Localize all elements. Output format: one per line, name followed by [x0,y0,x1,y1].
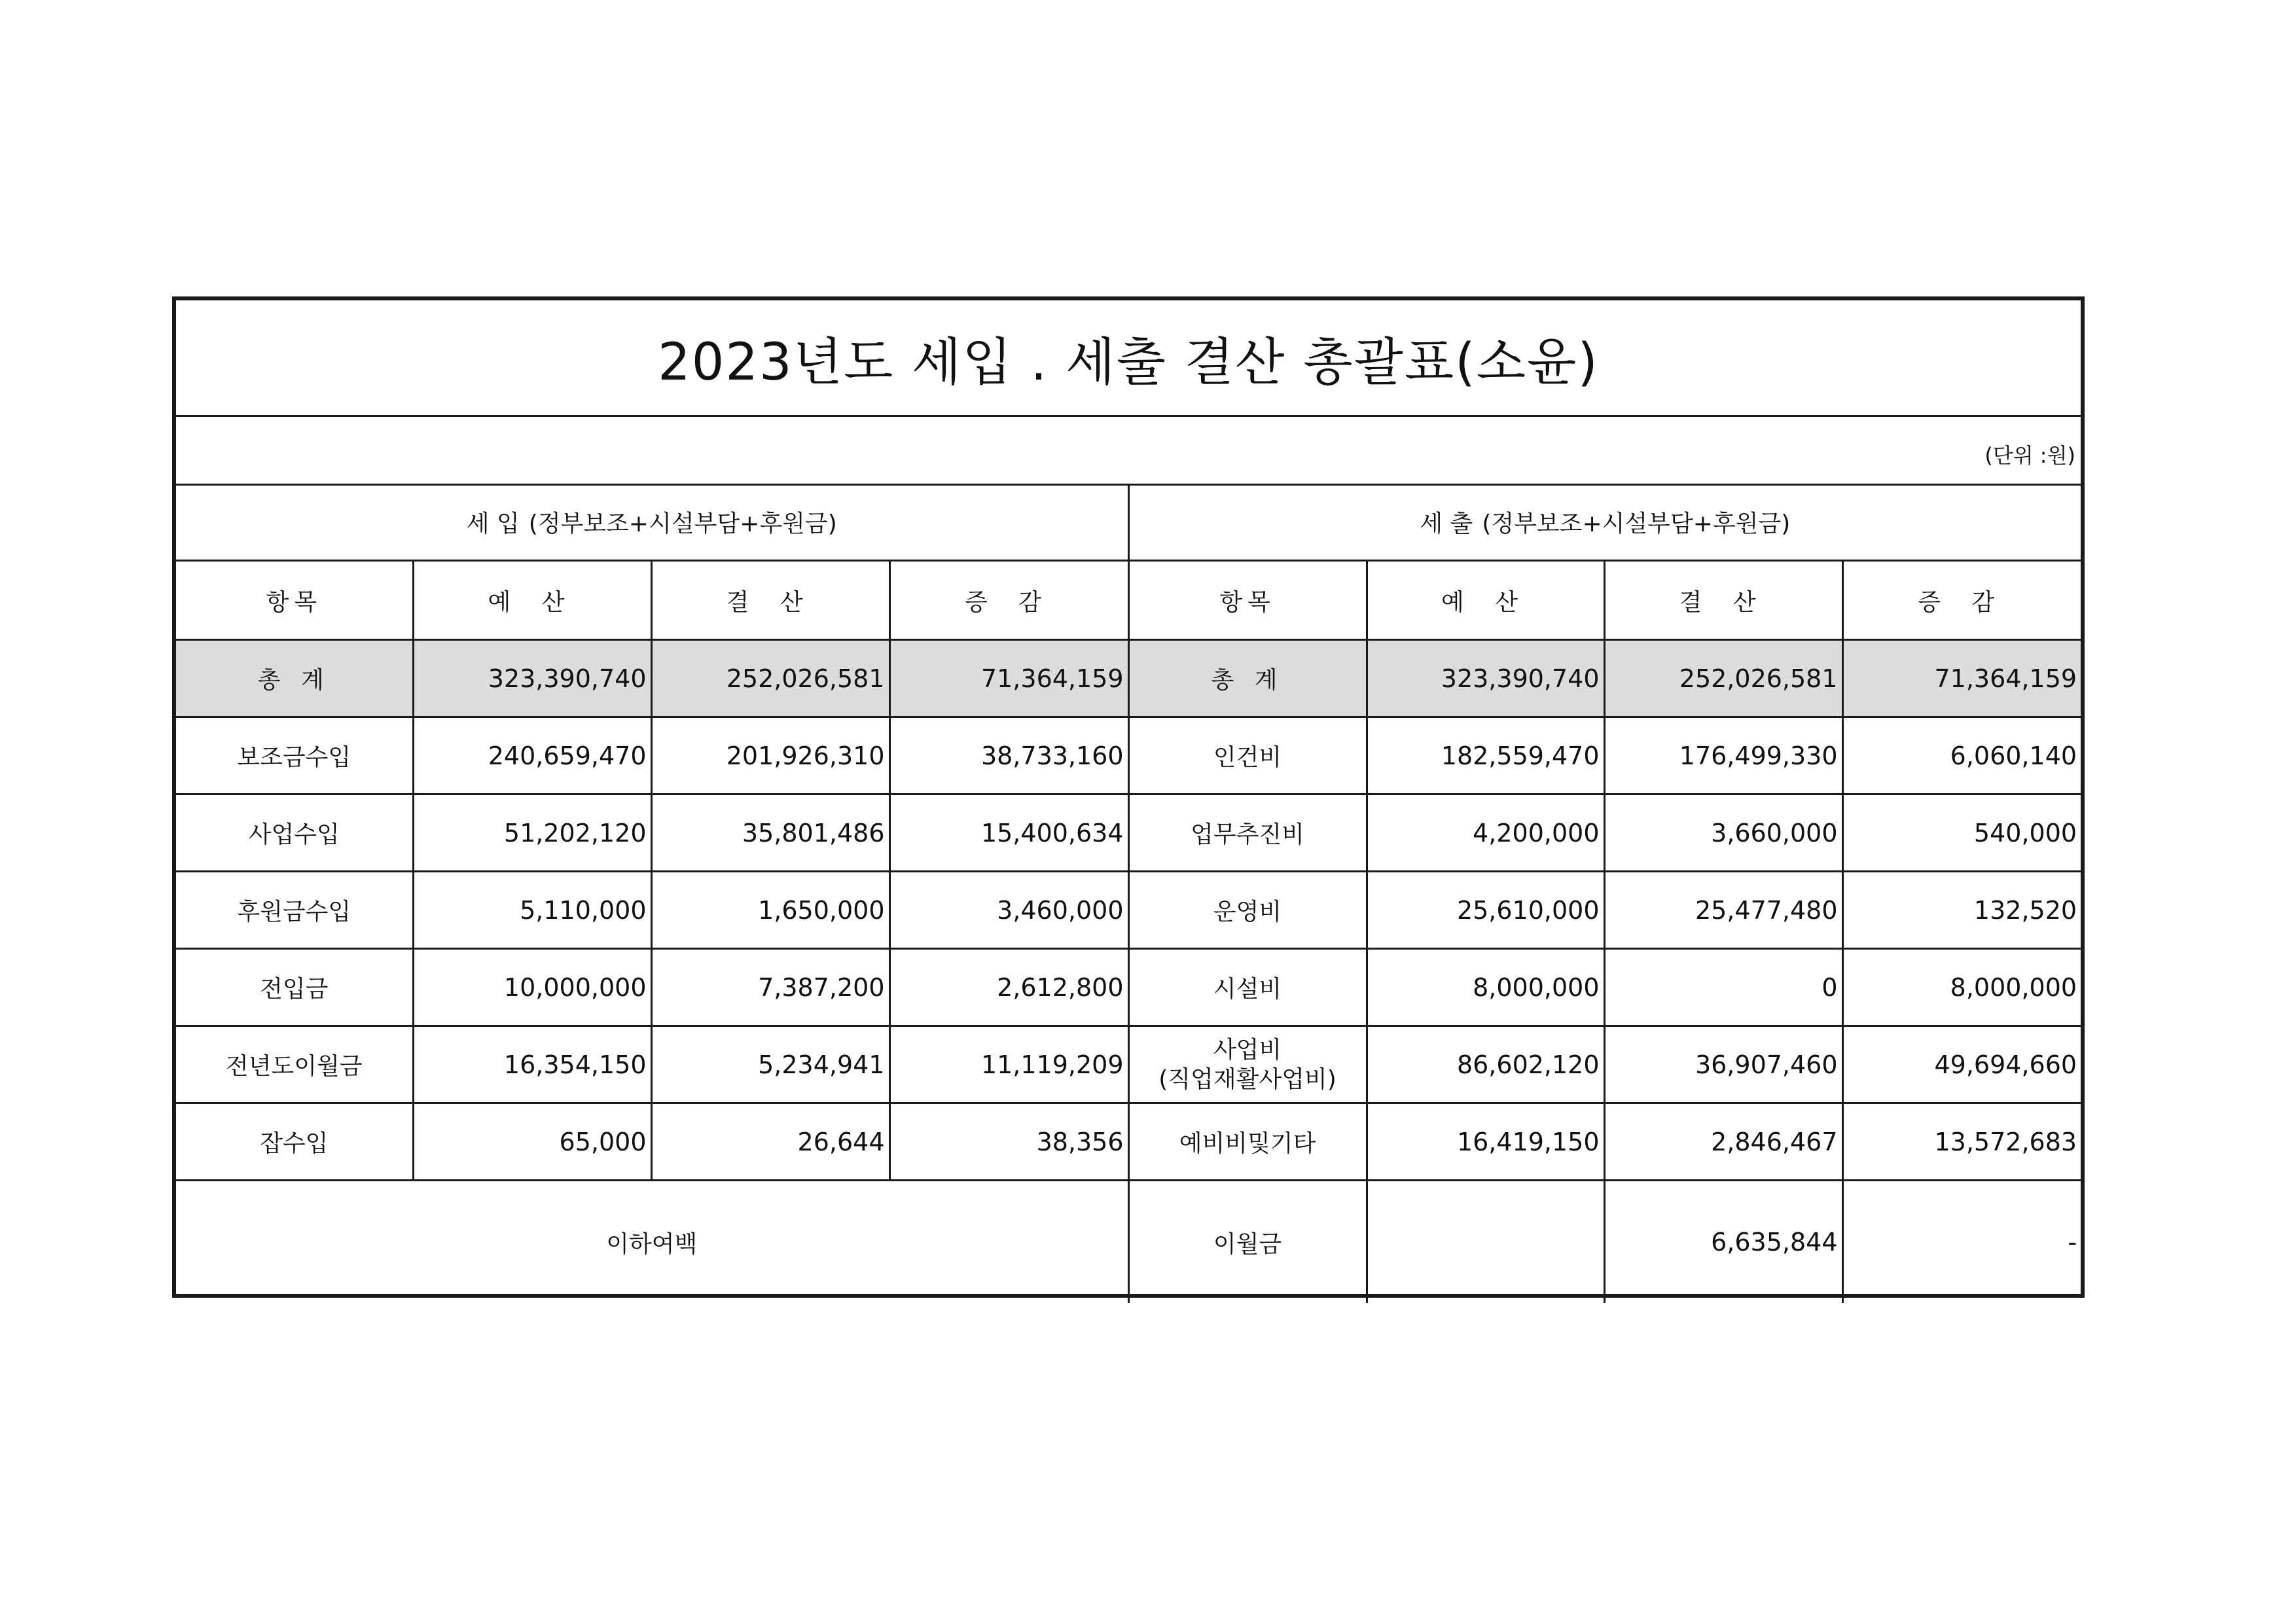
expense-settled: 6,635,844 [1604,1181,1842,1304]
expense-col-budget: 예 산 [1367,561,1604,640]
unit-label: (단위 :원) [1984,443,2075,468]
income-budget: 51,202,120 [413,794,651,872]
income-diff: 15,400,634 [889,794,1128,872]
expense-item: 이월금 [1128,1181,1367,1304]
expense-budget: 8,000,000 [1367,949,1604,1026]
income-item: 보조금수입 [176,717,413,794]
expense-budget: 323,390,740 [1367,640,1604,717]
expense-item-sublabel: (직업재활사업비) [1158,1065,1336,1093]
expense-settled: 2,846,467 [1604,1103,1842,1181]
expense-item: 업무추진비 [1128,794,1367,872]
section-header-row [176,484,2081,561]
settlement-table [176,484,2081,1303]
expense-settled: 25,477,480 [1604,872,1842,949]
income-col-settled: 결 산 [651,561,889,640]
income-settled: 201,926,310 [651,717,889,794]
income-budget: 65,000 [413,1103,651,1181]
expense-item: 운영비 [1128,872,1367,949]
expense-budget [1367,1181,1604,1304]
income-budget: 10,000,000 [413,949,651,1026]
expense-settled: 176,499,330 [1604,717,1842,794]
table-row [176,872,2081,949]
expense-diff: 13,572,683 [1842,1103,2081,1181]
expense-section-header [1128,484,2081,561]
income-item: 후원금수입 [176,872,413,949]
expense-budget: 4,200,000 [1367,794,1604,872]
expense-budget: 25,610,000 [1367,872,1604,949]
income-section-header [176,484,1128,561]
expense-diff: 8,000,000 [1842,949,2081,1026]
income-settled: 35,801,486 [651,794,889,872]
expense-settled: 3,660,000 [1604,794,1842,872]
table-row-total [176,640,2081,717]
table-row-carryover [176,1181,2081,1304]
expense-diff: 132,520 [1842,872,2081,949]
income-col-item: 항목 [176,561,413,640]
expense-item: 총 계 [1128,640,1367,717]
income-settled: 7,387,200 [651,949,889,1026]
expense-col-diff: 증 감 [1842,561,2081,640]
expense-diff: 71,364,159 [1842,640,2081,717]
income-diff: 2,612,800 [889,949,1128,1026]
expense-item: 시설비 [1128,949,1367,1026]
expense-heading: 세 출 [1420,510,1473,537]
expense-budget: 182,559,470 [1367,717,1604,794]
expense-item [1128,1026,1367,1103]
income-settled: 1,650,000 [651,872,889,949]
income-col-diff: 증 감 [889,561,1128,640]
income-diff: 38,356 [889,1103,1128,1181]
expense-diff: 49,694,660 [1842,1026,2081,1103]
column-header-row [176,561,2081,640]
income-budget: 323,390,740 [413,640,651,717]
expense-diff: 540,000 [1842,794,2081,872]
income-settled: 5,234,941 [651,1026,889,1103]
expense-settled: 36,907,460 [1604,1026,1842,1103]
table-row [176,1026,2081,1103]
income-heading-sub: (정부보조+시설부담+후원금) [528,510,837,537]
income-item: 전입금 [176,949,413,1026]
expense-diff: - [1842,1181,2081,1304]
income-budget: 5,110,000 [413,872,651,949]
income-diff: 11,119,209 [889,1026,1128,1103]
settlement-summary-sheet [172,296,2085,1298]
expense-diff: 6,060,140 [1842,717,2081,794]
expense-col-item: 항목 [1128,561,1367,640]
table-row [176,949,2081,1026]
income-item: 잡수입 [176,1103,413,1181]
document-title: 2023년도 세입 . 세출 결산 총괄표(소윤) [176,300,2081,417]
income-diff: 3,460,000 [889,872,1128,949]
income-budget: 240,659,470 [413,717,651,794]
expense-settled: 252,026,581 [1604,640,1842,717]
income-item: 총 계 [176,640,413,717]
unit-row [176,415,2081,486]
expense-heading-sub: (정부보조+시설부담+후원금) [1482,510,1791,537]
income-diff: 71,364,159 [889,640,1128,717]
income-settled: 26,644 [651,1103,889,1181]
income-heading: 세 입 [466,510,520,537]
table-row [176,1103,2081,1181]
income-col-budget: 예 산 [413,561,651,640]
income-item: 전년도이월금 [176,1026,413,1103]
expense-budget: 16,419,150 [1367,1103,1604,1181]
expense-item: 인건비 [1128,717,1367,794]
table-row [176,717,2081,794]
income-item: 사업수입 [176,794,413,872]
expense-col-settled: 결 산 [1604,561,1842,640]
expense-settled: 0 [1604,949,1842,1026]
blank-below-note: 이하여백 [176,1181,1128,1304]
income-budget: 16,354,150 [413,1026,651,1103]
income-settled: 252,026,581 [651,640,889,717]
expense-item-label: 사업비 [1213,1036,1282,1063]
table-row [176,794,2081,872]
expense-budget: 86,602,120 [1367,1026,1604,1103]
expense-item: 예비비및기타 [1128,1103,1367,1181]
income-diff: 38,733,160 [889,717,1128,794]
